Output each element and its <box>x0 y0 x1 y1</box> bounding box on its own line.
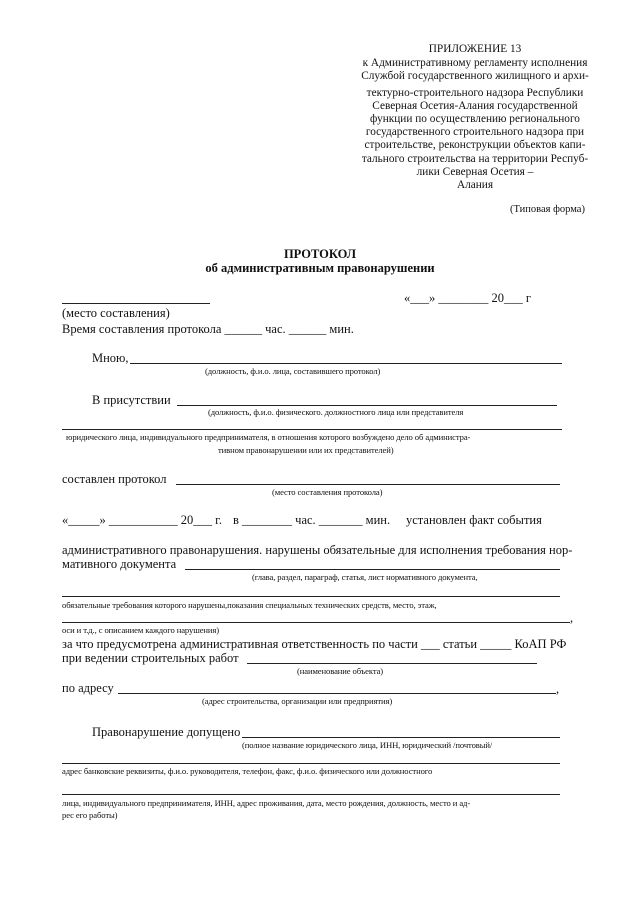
violation-line-2-label: мативного документа <box>62 557 177 571</box>
address-label: по адресу <box>62 681 114 695</box>
address-input-line[interactable] <box>118 693 556 694</box>
compiled-input-line[interactable] <box>176 484 560 485</box>
appendix-title: ПРИЛОЖЕНИЕ 13 <box>428 43 522 55</box>
appendix-header <box>344 43 606 192</box>
normative-doc-caption: (глава, раздел, параграф, статья, лист нормативного документа, <box>252 572 478 582</box>
offense-input-line-2[interactable] <box>62 763 560 764</box>
offense-caption-3: лица, индивидуального предпринимателя, ИНН, адрес проживания, дата, место рождения, должность, место и ад- <box>62 798 471 808</box>
violation-requirements-caption: обязательные требования которого нарушены,показания специальных технических средств, место, этаж, <box>62 600 437 610</box>
compiled-label: составлен протокол <box>62 472 167 486</box>
appendix-line: Северная Осетия-Алания государственной <box>372 99 578 112</box>
document-title: ПРОТОКОЛ <box>283 247 357 261</box>
construction-works-label: при ведении строительных работ <box>62 651 239 665</box>
event-time: в ________ час. _______ мин. <box>233 513 391 527</box>
place-caption: (место составления) <box>62 306 170 320</box>
violation-axes-caption: оси и т.д., с описанием каждого нарушения) <box>62 625 220 635</box>
presence-label: В присутствии <box>92 393 171 407</box>
form-type-label: (Типовая форма) <box>510 204 585 215</box>
offense-input-line[interactable] <box>242 737 560 738</box>
violation-line-1: административного правонарушения. нарушены обязательные для исполнения требования нор- <box>62 543 573 557</box>
compiled-caption: (место составления протокола) <box>272 487 383 497</box>
object-input-line[interactable] <box>247 663 537 664</box>
address-comma: , <box>556 682 560 696</box>
appendix-line: тального строительства на территории Респуб- <box>361 152 589 165</box>
offense-label: Правонарушение допущено <box>92 725 241 739</box>
me-label: Мною, <box>92 351 129 365</box>
presence-caption-3: тивном правонарушении или их представителей) <box>218 445 394 455</box>
presence-caption-2: юридического лица, индивидуального предпринимателя, в отношения которого возбуждено дело об администра- <box>66 432 471 442</box>
event-date: «_____» ___________ 20___ г. <box>62 513 222 527</box>
presence-caption-1: (должность, ф.и.о. физического. должностного лица или представителя <box>208 407 464 417</box>
appendix-line: Алания <box>456 179 494 192</box>
appendix-line: Службой государственного жилищного и архи- <box>361 70 589 83</box>
presence-input-line[interactable] <box>177 405 557 406</box>
me-input-line[interactable] <box>130 363 562 364</box>
date-template: «___» ________ 20___ г <box>404 291 532 305</box>
appendix-line: лики Северная Осетия – <box>416 165 534 178</box>
appendix-line: тектурно-строительного надзора Республики <box>366 86 584 99</box>
object-caption: (наименование объекта) <box>297 666 384 676</box>
appendix-line: функции по осуществлению регионального <box>370 113 580 126</box>
violation-line-3-comma: , <box>570 611 574 625</box>
offense-caption-2: адрес банковские реквизиты, ф.и.о. руководителя, телефон, факс, ф.и.о. физического или должностного <box>62 766 433 776</box>
appendix-line: строительстве, реконструкции объектов капи- <box>364 139 586 152</box>
presence-input-line-2[interactable] <box>62 429 562 430</box>
time-line: Время составления протокола ______ час. ______ мин. <box>62 322 354 336</box>
offense-input-line-3[interactable] <box>62 794 560 795</box>
document-subtitle: об административным правонарушении <box>205 261 435 275</box>
event-fact: установлен факт события <box>406 513 542 527</box>
appendix-line: государственного строительного надзора при <box>365 126 585 139</box>
liability-line-1: за что предусмотрена административная ответственность по части ___ статьи _____ КоАП РФ <box>62 637 567 651</box>
offense-caption-1: (полное название юридического лица, ИНН, юридический /почтовый/ <box>242 740 493 750</box>
address-caption: (адрес строительства, организации или предприятия) <box>202 696 393 706</box>
violation-input-line-3[interactable] <box>62 622 570 623</box>
violation-input-line-2[interactable] <box>62 596 560 597</box>
appendix-line: к Административному регламенту исполнения <box>362 57 588 70</box>
normative-doc-input-line[interactable] <box>185 569 560 570</box>
me-caption: (должность, ф.и.о. лица, составившего протокол) <box>205 366 381 376</box>
place-input-line[interactable] <box>62 303 210 304</box>
offense-caption-4: рес его работы) <box>62 810 118 820</box>
